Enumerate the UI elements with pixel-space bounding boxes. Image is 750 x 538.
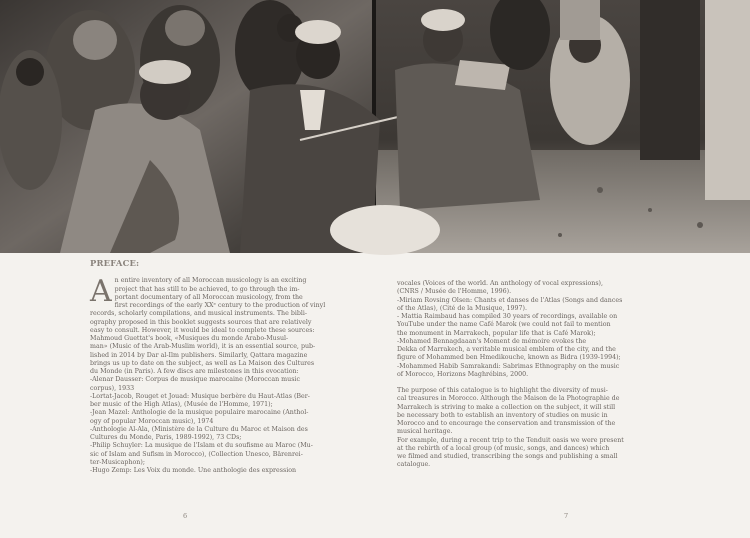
page-number-right: 7: [564, 512, 569, 520]
text-line: brings us up to date on the subject, as well as La Maison des Cultures: [90, 359, 315, 367]
text-line: the monument in Marrakech, popular life that is Café Marok);: [397, 329, 596, 337]
text-line: -Alenar Dausser: Corpus de musique marocaine (Moroccan music: [90, 376, 300, 384]
text-line: -Philip Schuyler: La musique de l'Islam et du soufisme au Maroc (Mu-: [90, 442, 313, 450]
text-line: ogy of popular Moroccan music), 1974: [90, 417, 214, 425]
text-line: -Lortat-Jacob, Rouget et Jouad: Musique berbère du Haut-Atlas (Ber-: [90, 392, 310, 400]
text-line: we filmed and studied, transcribing the songs and publishing a small: [397, 453, 618, 460]
text-line: du Monde (in Paris). A few discs are milestones in this evocation:: [90, 368, 299, 375]
text-line: For example, during a recent trip to the Tenduit oasis we were present: [397, 436, 624, 444]
text-line: sic of Islam and Sufism in Morocco), (Collection Unesco, Bärenrei-: [90, 450, 303, 458]
text-line: catalogue.: [397, 461, 431, 469]
text-line: first recordings of the early XXᵉ century to the production of vinyl: [114, 302, 326, 309]
page-number-left: 6: [183, 512, 188, 520]
text-line: lished in 2014 by Dar al-Ilm publishers. Similarly, Qattara magazine: [90, 351, 308, 359]
text-line: figure of Mohammed ben Hmedikouche, known as Bidra (1939-1994);: [397, 354, 621, 362]
text-line: records, scholarly compilations, and musical instruments. The bibli-: [90, 310, 308, 318]
preface-text: [90, 274, 326, 475]
text-line: portant documentary of all Moroccan musicology, from the: [114, 293, 303, 301]
right-page: [397, 253, 669, 538]
text-line: -Hugo Zemp: Les Voix du monde. Une anthologie des expression: [90, 467, 297, 474]
text-line: corpus), 1933: [90, 384, 135, 392]
drop-cap: A: [90, 274, 112, 310]
text-line: musical heritage.: [397, 428, 453, 436]
text-line: of Morocco, Horizons Maghrébins, 2000.: [397, 370, 529, 378]
text-line: cal treasures in Morocco. Although the Maison de la Photographie de: [397, 395, 620, 403]
preface-heading: PREFACE:: [90, 258, 140, 268]
catalogue-purpose: [397, 387, 669, 470]
bibliography-continued: [397, 280, 669, 379]
left-page: [90, 253, 326, 538]
text-line: -Mohammed Habib Samrakandi: Sabrimas Ethnography on the music: [397, 362, 620, 370]
text-line: easy to consult. However, it would be ideal to complete these sources:: [90, 326, 315, 334]
text-line: man» (Music of the Arab-Muslim world), it is an essential source, pub-: [90, 343, 316, 351]
text-line: at the rebirth of a local group (of music, songs, and dances) which: [397, 444, 610, 452]
text-line: -Mohamed Bennagdaaan's Moment de mémoire evokes the: [397, 337, 587, 345]
text-line: of the Atlas), (Cité de la Musique, 1997).: [397, 304, 527, 312]
text-line: be necessary both to establish an inventory of studies on music in: [397, 411, 608, 419]
text-line: Morocco and to encourage the conservation and transmission of the: [397, 420, 616, 427]
text-line: Cultures du Monde, Paris, 1989-1992), 73 CDs;: [90, 434, 242, 441]
text-line: ter-Musicaphon);: [90, 458, 145, 466]
text-line: Marrakech is striving to make a collection on the subject, it will still: [397, 403, 616, 411]
text-line: - Mattia Raimbaud has compiled 30 years of recordings, available on: [397, 313, 618, 320]
text-line: n entire inventory of all Moroccan musicology is an exciting: [114, 277, 307, 285]
text-line: Mahmoud Guettat's book, «Musiques du monde Arabo-Musul-: [90, 335, 289, 342]
text-line: ber music of the High Atlas), (Musée de l'Homme, 1971);: [90, 401, 273, 408]
text-line: The purpose of this catalogue is to highlight the diversity of musi-: [397, 387, 608, 394]
text-line: (CNRS / Musée de l'Homme, 1996).: [397, 288, 512, 296]
text-line: Dekka of Marrakech, a veritable musical emblem of the city, and the: [397, 346, 616, 353]
text-line: vocales (Voices of the world. An anthology of vocal expressions),: [397, 280, 604, 287]
text-line: YouTube under the name Café Marok (we could not fail to mention: [397, 321, 611, 329]
text-line: ography proposed in this booklet suggests sources that are relatively: [90, 318, 312, 326]
text-line: project that has still to be achieved, to go through the im-: [114, 285, 300, 293]
text-line: -Anthologie Al-Ala, (Ministère de la Culture du Maroc et Maison des: [90, 425, 308, 433]
musicians-photograph: [0, 0, 750, 253]
text-line: -Jean Mazel: Anthologie de la musique populaire marocaine (Anthol-: [90, 409, 309, 417]
text-line: -Miriam Rovsing Olsen: Chants et danses de l'Atlas (Songs and dances: [397, 296, 623, 304]
